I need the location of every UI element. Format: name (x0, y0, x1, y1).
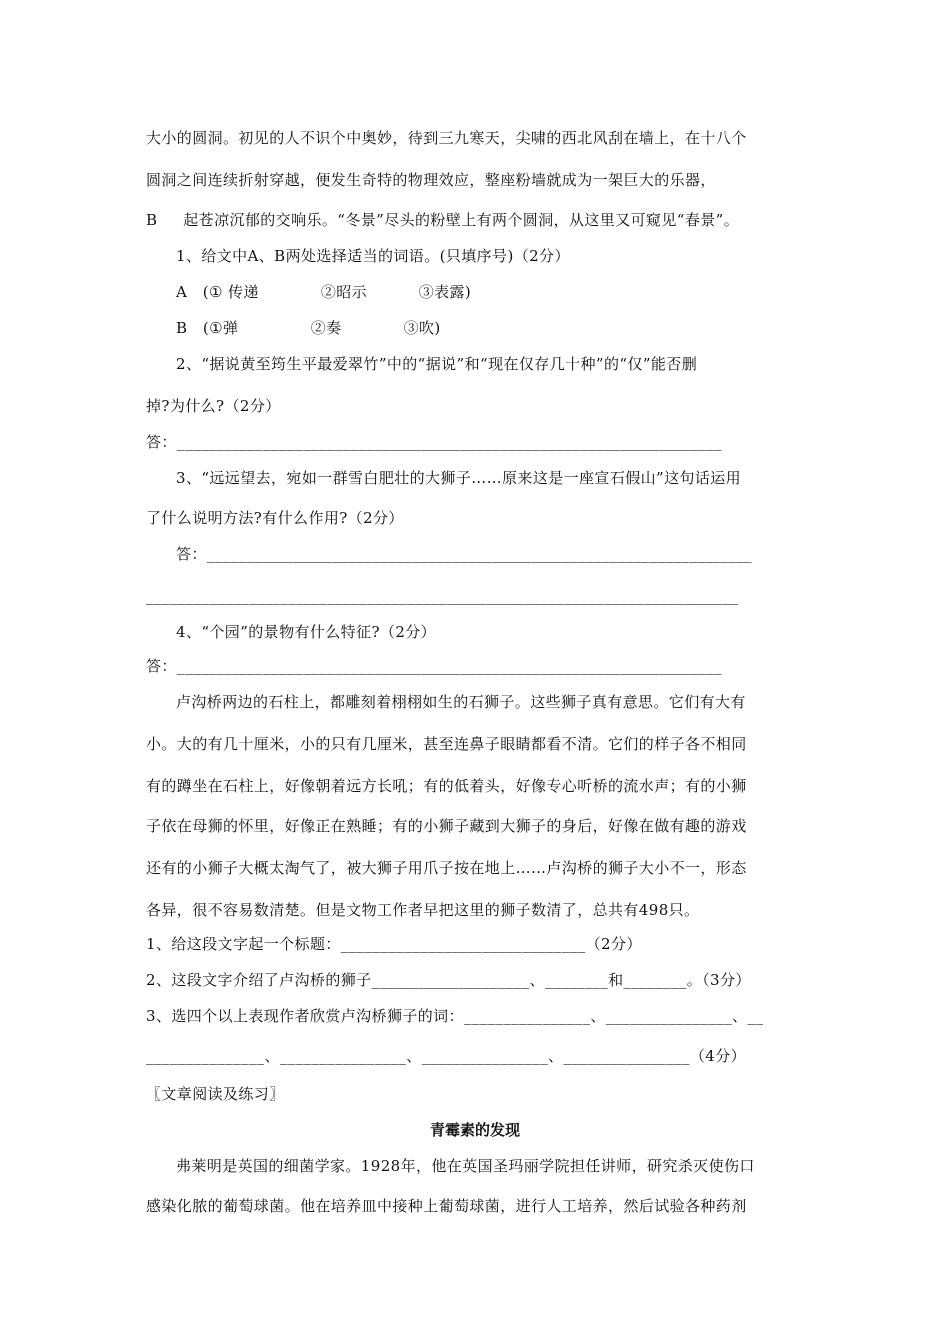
passage1-line-3: B 起苍凉沉郁的交响乐。“冬景”尽头的粉壁上有两个圆洞，从这里又可窥见“春景”。 (146, 211, 740, 229)
question1-1: 1、给文中A、B两处选择适当的词语。(只填序号)（2分） (176, 247, 570, 265)
question1-2-line-1: 2、“据说黄至筠生平最爱翠竹”中的“据说”和“现在仅存几十种”的“仅”能否删 (176, 355, 698, 373)
question1-4-answer-line: 答：_____________________________________________________________________ (146, 657, 722, 675)
passage2-line-5: 还有的小狮子大概太淘气了，被大狮子用爪子按在地上……卢沟桥的狮子大小不一，形态 (146, 859, 747, 877)
article-line-1: 弗莱明是英国的细菌学家。1928年，他在英国圣玛丽学院担任讲师，研究杀灭使伤口 (176, 1157, 755, 1175)
question1-2-answer-line: 答：_____________________________________________________________________ (146, 433, 722, 451)
question1-1-option-b: B (①弹 ②奏 ③吹) (176, 319, 441, 337)
passage2-line-4: 子依在母狮的怀里，好像正在熟睡；有的小狮子藏到大狮子的身后，好像在做有趣的游戏 (146, 817, 747, 835)
section-heading: 〖文章阅读及练习〗 (146, 1085, 285, 1103)
question2-3-line-2: _______________、________________、________________、________________（4分） (146, 1047, 747, 1065)
article-title: 青霉素的发现 (429, 1121, 520, 1139)
passage1-line-1: 大小的圆洞。初见的人不识个中奥妙，待到三九寒天，尖啸的西北风刮在墙上，在十八个 (146, 129, 747, 147)
article-line-2: 感染化脓的葡萄球菌。他在培养皿中接种上葡萄球菌，进行人工培养，然后试验各种药剂 (146, 1197, 747, 1215)
question1-1-option-a: A (① 传递 ②昭示 ③表露) (176, 283, 472, 301)
passage2-line-6: 各异，很不容易数清楚。但是文物工作者早把这里的狮子数清了，总共有498只。 (146, 901, 700, 919)
passage2-line-2: 小。大的有几十厘米，小的只有几厘米，甚至连鼻子眼睛都看不清。它们的样子各不相同 (146, 735, 747, 753)
passage2-line-1: 卢沟桥两边的石柱上，都雕刻着栩栩如生的石狮子。这些狮子真有意思。它们有大有 (176, 693, 746, 711)
passage2-line-3: 有的蹲坐在石柱上，好像朝着远方长吼；有的低着头，好像专心听桥的流水声；有的小狮 (146, 777, 747, 795)
question1-2-line-2: 掉?为什么?（2分） (146, 397, 281, 415)
question1-3-line-1: 3、“远远望去，宛如一群雪白肥壮的大狮子……原来这是一座宣石假山”这句话运用 (176, 469, 742, 487)
question1-4: 4、“个园”的景物有什么特征?（2分） (176, 623, 437, 641)
question2-2: 2、这段文字介绍了卢沟桥的狮子____________________、________和________。（3分） (146, 971, 751, 989)
question2-1: 1、给这段文字起一个标题：_______________________________（2分） (146, 935, 642, 953)
passage1-line-2: 圆洞之间连续折射穿越，便发生奇特的物理效应，整座粉墙就成为一架巨大的乐器， (146, 171, 716, 189)
question1-3-answer-line-2: ___________________________________________________________________________ (146, 587, 739, 605)
question1-3-answer-line-1: 答：_____________________________________________________________________ (176, 545, 752, 563)
question2-3-line-1: 3、选四个以上表现作者欣赏卢沟桥狮子的词：________________、________________、__ (146, 1007, 764, 1025)
question1-3-line-2: 了什么说明方法?有什么作用?（2分） (146, 509, 404, 527)
